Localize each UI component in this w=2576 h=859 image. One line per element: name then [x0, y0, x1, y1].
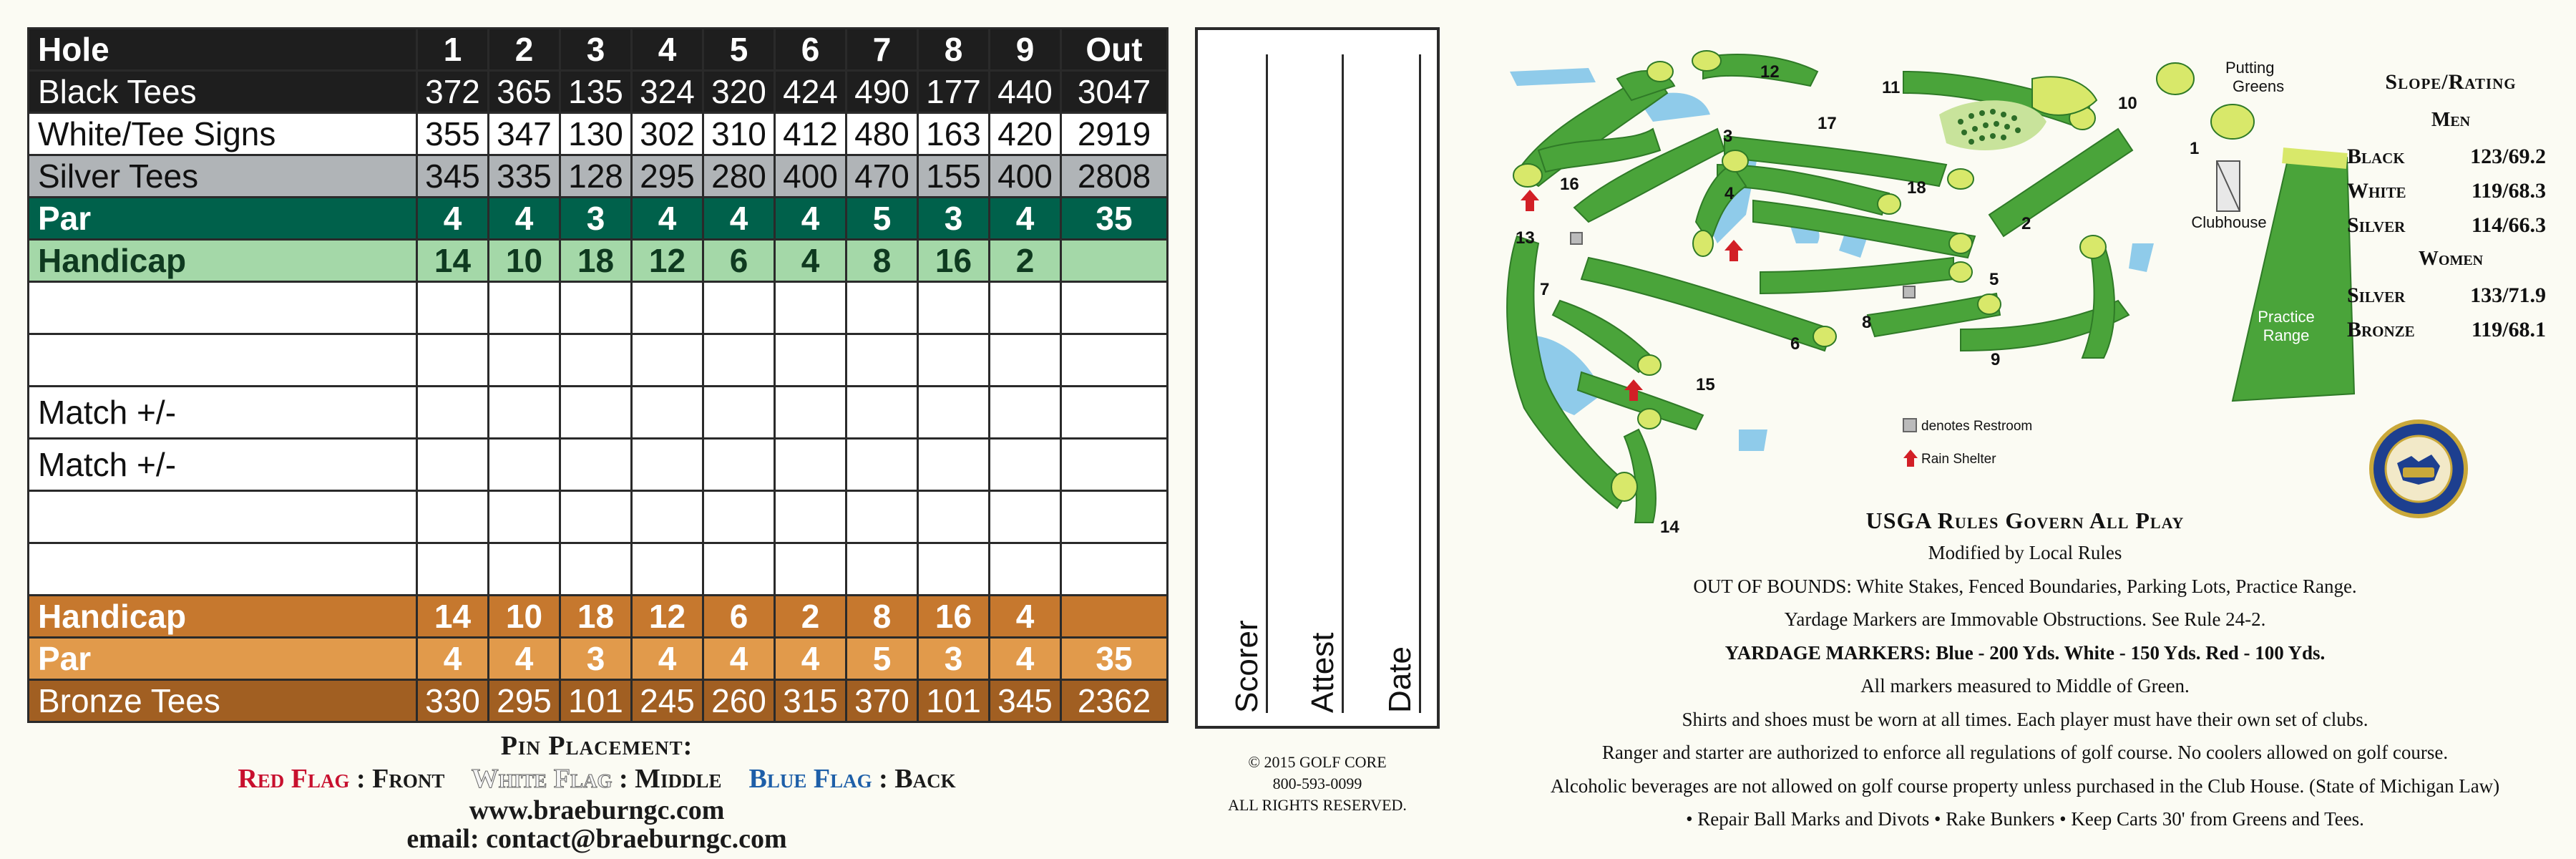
hole-number-label: 1 [2190, 139, 2200, 158]
hole-number: 2 [489, 29, 560, 71]
row-total[interactable] [1061, 282, 1168, 334]
score-cell[interactable] [703, 334, 775, 387]
score-cell[interactable] [417, 491, 489, 543]
website-link[interactable]: www.braeburngc.com [469, 795, 725, 825]
slope-row [2347, 145, 2555, 169]
score-cell[interactable] [632, 334, 703, 387]
row-label: Silver Tees [29, 155, 417, 198]
score-cell[interactable] [632, 282, 703, 334]
score-cell[interactable] [632, 439, 703, 491]
scorecard-body [29, 29, 1168, 722]
score-row [29, 113, 1168, 155]
rain-shelter-legend: Rain Shelter [1921, 452, 1996, 467]
slope-women-heading: Women [2418, 248, 2484, 270]
slope-value: 119/68.1 [2471, 318, 2546, 341]
score-cell[interactable] [560, 282, 632, 334]
score-cell: 420 [990, 113, 1061, 155]
hole-number: 6 [775, 29, 847, 71]
score-cell: 4 [775, 638, 847, 680]
score-cell[interactable] [417, 387, 489, 439]
score-cell: 4 [417, 638, 489, 680]
score-cell: 4 [775, 240, 847, 282]
email-link[interactable]: email: contact@braeburngc.com [406, 824, 787, 854]
row-total: 3047 [1061, 71, 1168, 113]
score-cell[interactable] [990, 334, 1061, 387]
score-cell: 12 [632, 596, 703, 638]
copyright-phone: 800-593-0099 [1272, 775, 1362, 792]
course-map [1488, 29, 2361, 544]
copyright [1195, 752, 1440, 816]
score-cell: 101 [560, 680, 632, 722]
score-cell: 3 [560, 198, 632, 240]
score-cell[interactable] [489, 491, 560, 543]
score-cell: 2 [990, 240, 1061, 282]
blue-flag-label: Blue Flag [748, 764, 872, 794]
white-flag-position: : Middle [618, 764, 722, 794]
score-cell[interactable] [990, 543, 1061, 596]
slope-tee: Black [2347, 145, 2405, 168]
score-cell: 4 [775, 198, 847, 240]
score-cell[interactable] [918, 387, 990, 439]
slope-row [2347, 318, 2555, 342]
score-cell[interactable] [918, 282, 990, 334]
score-cell: 4 [990, 638, 1061, 680]
practice-range [2233, 147, 2354, 401]
score-row [29, 439, 1168, 491]
pin-flags-legend [27, 762, 1166, 796]
score-cell: 355 [417, 113, 489, 155]
score-cell[interactable] [632, 543, 703, 596]
hole-number: 7 [847, 29, 918, 71]
map-legend [1903, 419, 2032, 467]
attest-field[interactable] [1307, 54, 1350, 713]
score-cell[interactable] [775, 491, 847, 543]
score-cell: 370 [847, 680, 918, 722]
hole-number: 8 [918, 29, 990, 71]
hole-number-label: 15 [1696, 375, 1715, 394]
hole-number-label: 4 [1724, 184, 1735, 203]
score-cell: 345 [990, 680, 1061, 722]
score-cell[interactable] [632, 491, 703, 543]
row-label [29, 543, 417, 596]
pin-placement [27, 730, 1166, 853]
score-cell[interactable] [775, 439, 847, 491]
score-row [29, 334, 1168, 387]
slope-rating [2347, 70, 2555, 352]
score-cell: 245 [632, 680, 703, 722]
score-cell: 130 [560, 113, 632, 155]
score-cell: 101 [918, 680, 990, 722]
score-cell: 295 [632, 155, 703, 198]
hole-number-label: 9 [1991, 350, 2001, 369]
hole-number-label: 16 [1560, 175, 1579, 194]
score-cell[interactable] [560, 439, 632, 491]
score-cell: 155 [918, 155, 990, 198]
row-label: Match +/- [29, 387, 417, 439]
rules-line: Ranger and starter are authorized to enforce all regulations of golf course. No coolers allowed on golf course. [1601, 742, 2449, 763]
score-cell[interactable] [489, 282, 560, 334]
golf-association-seal [2368, 419, 2469, 519]
slope-row [2347, 213, 2555, 238]
score-cell[interactable] [632, 387, 703, 439]
row-label: Bronze Tees [29, 680, 417, 722]
rules-line: Alcoholic beverages are not allowed on golf course property unless purchased in the Club House. (State of Michigan Law) [1550, 775, 2500, 797]
score-cell[interactable] [990, 491, 1061, 543]
score-cell[interactable] [489, 387, 560, 439]
red-flag-label: Red Flag [238, 764, 350, 794]
score-cell[interactable] [775, 282, 847, 334]
score-cell: 372 [417, 71, 489, 113]
hole-number: 4 [632, 29, 703, 71]
score-cell: 10 [489, 596, 560, 638]
score-cell: 2 [775, 596, 847, 638]
practice-label-1: Practice [2258, 308, 2315, 326]
score-cell: 335 [489, 155, 560, 198]
score-cell[interactable] [990, 439, 1061, 491]
row-label [29, 282, 417, 334]
score-cell: 5 [847, 638, 918, 680]
attest-line [1342, 54, 1344, 713]
score-cell: 400 [990, 155, 1061, 198]
slope-value: 133/71.9 [2470, 283, 2546, 307]
score-row [29, 680, 1168, 722]
attest-label: Attest [1305, 632, 1340, 713]
fairway-1b [2082, 243, 2114, 358]
scorer-field[interactable] [1231, 54, 1274, 713]
slope-tee: Silver [2347, 283, 2406, 307]
rules-line: OUT OF BOUNDS: White Stakes, Fenced Boundaries, Parking Lots, Practice Range. [1693, 575, 2357, 597]
putting-greens-label-2: Greens [2233, 77, 2285, 95]
row-label: Par [29, 198, 417, 240]
score-cell: 4 [703, 198, 775, 240]
score-cell: 3 [560, 638, 632, 680]
score-cell: 8 [847, 240, 918, 282]
score-cell: 3 [918, 198, 990, 240]
hole-number-label: 8 [1862, 313, 1872, 332]
score-cell[interactable] [775, 334, 847, 387]
score-cell: 260 [703, 680, 775, 722]
header-total: Out [1061, 29, 1168, 71]
score-cell: 470 [847, 155, 918, 198]
score-cell[interactable] [703, 439, 775, 491]
score-cell[interactable] [703, 282, 775, 334]
score-cell[interactable] [990, 282, 1061, 334]
slope-value: 119/68.3 [2471, 179, 2546, 203]
score-row [29, 282, 1168, 334]
score-row [29, 491, 1168, 543]
rules-line: Shirts and shoes must be worn at all times. Each player must have their own set of clubs. [1682, 708, 2368, 730]
slope-tee: White [2347, 179, 2406, 203]
header-row [29, 29, 1168, 71]
score-cell: 8 [847, 596, 918, 638]
row-label [29, 334, 417, 387]
hole-number-label: 7 [1540, 280, 1550, 299]
red-flag-position: : Front [356, 764, 445, 794]
score-cell[interactable] [918, 439, 990, 491]
score-cell: 400 [775, 155, 847, 198]
score-cell[interactable] [703, 543, 775, 596]
score-cell: 4 [489, 638, 560, 680]
score-cell: 440 [990, 71, 1061, 113]
row-label: White/Tee Signs [29, 113, 417, 155]
fairway-5 [1760, 258, 1953, 293]
score-cell: 18 [560, 240, 632, 282]
rules-line: Yardage Markers are Immovable Obstructions. See Rule 24-2. [1784, 608, 2266, 630]
score-cell[interactable] [703, 491, 775, 543]
date-label: Date [1382, 646, 1418, 713]
score-cell[interactable] [489, 334, 560, 387]
hole-number-label: 5 [1989, 270, 1999, 289]
scorer-label: Scorer [1229, 620, 1264, 713]
hole-number-label: 18 [1907, 178, 1926, 198]
score-cell: 4 [990, 596, 1061, 638]
score-row [29, 198, 1168, 240]
row-total[interactable] [1061, 491, 1168, 543]
score-cell: 302 [632, 113, 703, 155]
slope-row [2347, 179, 2555, 203]
score-cell: 490 [847, 71, 918, 113]
score-cell: 347 [489, 113, 560, 155]
rules-line: Modified by Local Rules [1928, 542, 2122, 563]
score-cell[interactable] [990, 387, 1061, 439]
slope-tee: Bronze [2347, 318, 2415, 341]
score-cell[interactable] [847, 491, 918, 543]
hole-number-label: 17 [1818, 114, 1837, 133]
row-total: 35 [1061, 638, 1168, 680]
score-cell: 16 [918, 596, 990, 638]
score-cell[interactable] [847, 282, 918, 334]
score-cell[interactable] [918, 334, 990, 387]
score-cell: 12 [632, 240, 703, 282]
score-cell: 365 [489, 71, 560, 113]
slope-tee: Silver [2347, 213, 2406, 237]
rules-line: • Repair Ball Marks and Divots • Rake Bunkers • Keep Carts 30' from Greens and Tees. [1686, 808, 2364, 830]
row-label: Handicap [29, 240, 417, 282]
row-total: 2808 [1061, 155, 1168, 198]
row-label: Par [29, 638, 417, 680]
score-cell[interactable] [560, 491, 632, 543]
score-cell[interactable] [417, 439, 489, 491]
score-cell[interactable] [489, 439, 560, 491]
score-cell[interactable] [560, 387, 632, 439]
score-cell[interactable] [918, 543, 990, 596]
row-label: Handicap [29, 596, 417, 638]
score-cell[interactable] [775, 387, 847, 439]
score-cell[interactable] [489, 543, 560, 596]
hole-number-label: 13 [1516, 228, 1535, 248]
score-cell: 280 [703, 155, 775, 198]
slope-row [2347, 283, 2555, 308]
score-row [29, 387, 1168, 439]
row-total: 35 [1061, 198, 1168, 240]
score-cell: 6 [703, 240, 775, 282]
date-line [1419, 54, 1421, 713]
score-cell[interactable] [847, 387, 918, 439]
white-flag-label: White Flag [471, 764, 613, 794]
score-cell: 135 [560, 71, 632, 113]
clubhouse-label: Clubhouse [2191, 213, 2267, 231]
copyright-rights: ALL RIGHTS RESERVED. [1228, 796, 1407, 814]
score-cell: 330 [417, 680, 489, 722]
practice-label-2: Range [2263, 326, 2310, 344]
row-total: 2919 [1061, 113, 1168, 155]
slope-value: 114/66.3 [2471, 213, 2546, 237]
row-label [29, 491, 417, 543]
score-cell: 320 [703, 71, 775, 113]
score-cell: 4 [489, 198, 560, 240]
hole-number-label: 2 [2021, 214, 2031, 233]
putting-greens-label-1: Putting [2225, 59, 2275, 77]
score-cell[interactable] [847, 334, 918, 387]
rain-shelter-icon [1903, 450, 1918, 467]
putting-green-area [1939, 63, 2254, 150]
score-cell: 177 [918, 71, 990, 113]
score-cell: 4 [632, 638, 703, 680]
score-cell: 4 [703, 638, 775, 680]
score-cell: 16 [918, 240, 990, 282]
hole-number: 3 [560, 29, 632, 71]
course-rules [1488, 505, 2562, 836]
score-row [29, 638, 1168, 680]
rules-line: YARDAGE MARKERS: Blue - 200 Yds. White - 150 Yds. Red - 100 Yds. [1724, 641, 2326, 664]
score-cell: 10 [489, 240, 560, 282]
scorecard-table [27, 27, 1169, 723]
slope-title: Slope/Rating [2385, 70, 2517, 94]
hole-number-label: 14 [1660, 518, 1679, 537]
score-cell: 480 [847, 113, 918, 155]
score-cell: 4 [990, 198, 1061, 240]
row-total [1061, 240, 1168, 282]
copyright-line: © 2015 GOLF CORE [1248, 753, 1387, 771]
row-total[interactable] [1061, 387, 1168, 439]
score-cell[interactable] [417, 543, 489, 596]
hole-number-label: 6 [1790, 334, 1800, 354]
row-total [1061, 596, 1168, 638]
score-row [29, 71, 1168, 113]
hole-number-label: 11 [1882, 78, 1901, 97]
rules-line: All markers measured to Middle of Green. [1860, 675, 2190, 697]
hole-number: 5 [703, 29, 775, 71]
score-cell: 315 [775, 680, 847, 722]
row-total[interactable] [1061, 439, 1168, 491]
score-cell: 128 [560, 155, 632, 198]
score-cell: 4 [632, 198, 703, 240]
pin-placement-title: Pin Placement: [500, 731, 693, 761]
score-cell: 4 [417, 198, 489, 240]
hole-number: 9 [990, 29, 1061, 71]
score-cell: 6 [703, 596, 775, 638]
score-cell: 310 [703, 113, 775, 155]
score-cell[interactable] [847, 543, 918, 596]
row-label: Black Tees [29, 71, 417, 113]
score-row [29, 155, 1168, 198]
score-cell: 424 [775, 71, 847, 113]
score-cell: 5 [847, 198, 918, 240]
date-field[interactable] [1384, 54, 1427, 713]
score-cell[interactable] [560, 543, 632, 596]
restroom-legend: denotes Restroom [1921, 419, 2033, 434]
rules-title: USGA Rules Govern All Play [1865, 508, 2185, 533]
slope-men-heading: Men [2431, 109, 2471, 131]
score-row [29, 543, 1168, 596]
score-row [29, 240, 1168, 282]
slope-value: 123/69.2 [2470, 145, 2546, 168]
row-total: 2362 [1061, 680, 1168, 722]
score-cell: 412 [775, 113, 847, 155]
score-cell: 324 [632, 71, 703, 113]
score-cell: 3 [918, 638, 990, 680]
hole-number-label: 12 [1760, 62, 1780, 82]
row-label: Match +/- [29, 439, 417, 491]
score-cell: 163 [918, 113, 990, 155]
score-cell: 14 [417, 240, 489, 282]
score-row [29, 596, 1168, 638]
hole-number: 1 [417, 29, 489, 71]
restroom-icon [1903, 419, 1916, 432]
hole-number-label: 3 [1723, 127, 1733, 146]
header-label: Hole [29, 29, 417, 71]
scorer-line [1266, 54, 1268, 713]
score-cell[interactable] [417, 282, 489, 334]
score-cell: 295 [489, 680, 560, 722]
score-cell[interactable] [560, 334, 632, 387]
score-cell: 345 [417, 155, 489, 198]
row-total[interactable] [1061, 543, 1168, 596]
score-cell: 14 [417, 596, 489, 638]
score-cell[interactable] [417, 334, 489, 387]
hole-number-label: 10 [2118, 94, 2137, 113]
score-cell: 18 [560, 596, 632, 638]
row-total[interactable] [1061, 334, 1168, 387]
score-cell[interactable] [918, 491, 990, 543]
signature-box [1195, 27, 1440, 729]
score-cell[interactable] [847, 439, 918, 491]
score-cell[interactable] [703, 387, 775, 439]
clubhouse [2191, 161, 2266, 231]
blue-flag-position: : Back [879, 764, 956, 794]
score-cell[interactable] [775, 543, 847, 596]
